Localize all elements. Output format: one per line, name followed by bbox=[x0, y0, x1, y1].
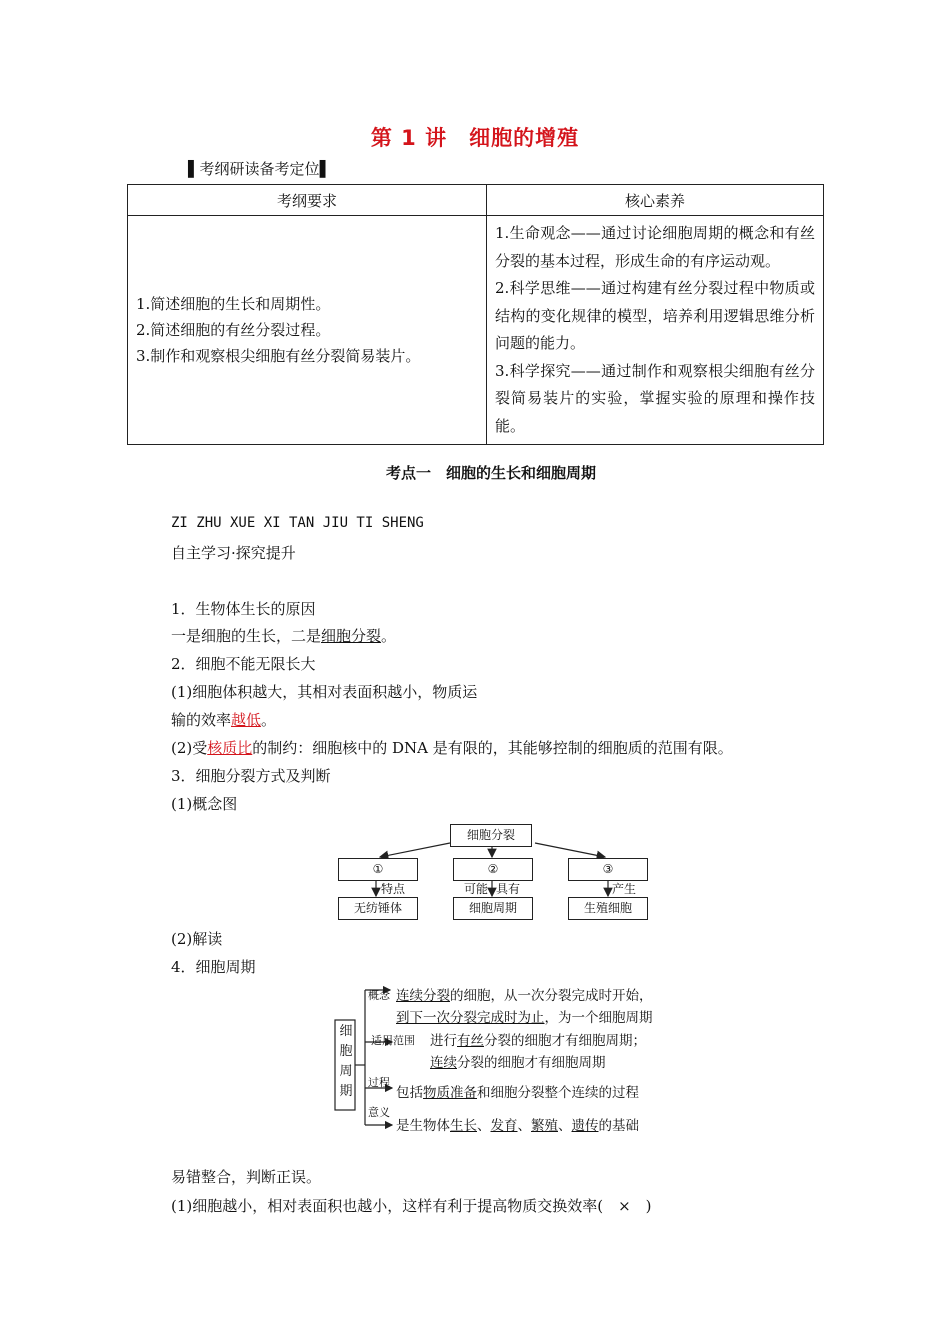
concept-node-2: ② bbox=[453, 858, 533, 881]
page-title: 第 1 讲 细胞的增殖 bbox=[370, 126, 580, 150]
pinyin-line: ZI ZHU XUE XI TAN JIU TI SHENG bbox=[171, 515, 424, 531]
answer-blank: 越低 bbox=[231, 711, 262, 729]
text-line: 输的效率越低。 bbox=[171, 711, 277, 729]
item-heading: 2．细胞不能无限长大 bbox=[171, 655, 316, 673]
literacy-cell bbox=[487, 216, 824, 445]
subtitle: 自主学习·探究提升 bbox=[171, 544, 296, 562]
concept-top: 细胞分裂 bbox=[450, 824, 532, 847]
concept-node-1: ① bbox=[338, 858, 418, 881]
section-heading: 考点一 细胞的生长和细胞周期 bbox=[385, 464, 596, 482]
table-header-literacy: 核心素养 bbox=[487, 185, 824, 216]
concept-link: 产生 bbox=[612, 882, 637, 896]
literacy-item: 3.科学探究——通过制作和观察根尖细胞有丝分裂简易装片的实验，掌握实验的原理和操作技能。 bbox=[495, 361, 815, 435]
cycle-text: 进行有丝分裂的细胞才有细胞周期； bbox=[430, 1033, 646, 1049]
requirement-item: 1.简述细胞的生长和周期性。 bbox=[136, 295, 331, 313]
concept-bottom-2: 细胞周期 bbox=[453, 897, 533, 920]
judge-item: (1)细胞越小，相对表面积也越小，这样有利于提高物质交换效率( × ) bbox=[171, 1197, 652, 1215]
concept-link: 特点 bbox=[381, 882, 406, 896]
cycle-text: 连续分裂的细胞才有细胞周期 bbox=[430, 1055, 606, 1071]
cycle-label-meaning: 意义 bbox=[368, 1106, 390, 1119]
cycle-text: 到下一次分裂完成时为止，为一个细胞周期 bbox=[396, 1010, 653, 1026]
cycle-label-process: 过程 bbox=[368, 1076, 390, 1089]
cycle-label-scope: 适用范围 bbox=[371, 1034, 415, 1047]
cycle-text: 连续分裂的细胞，从一次分裂完成时开始， bbox=[396, 988, 653, 1004]
answer-blank: 核质比 bbox=[207, 739, 253, 757]
text-line: (2)解读 bbox=[171, 930, 223, 948]
cycle-text: 是生物体生长、发育、繁殖、遗传的基础 bbox=[396, 1118, 639, 1134]
concept-bottom-1: 无纺锤体 bbox=[338, 897, 418, 920]
cycle-label-concept: 概念 bbox=[368, 989, 390, 1002]
concept-node-3: ③ bbox=[568, 858, 648, 881]
item-heading: 3．细胞分裂方式及判断 bbox=[171, 767, 331, 785]
text-line: (1)细胞体积越大，其相对表面积越小，物质运 bbox=[171, 683, 478, 701]
requirements-cell bbox=[128, 216, 487, 445]
requirements-table bbox=[127, 184, 824, 445]
concept-bottom-3: 生殖细胞 bbox=[568, 897, 648, 920]
requirement-item: 3.制作和观察根尖细胞有丝分裂简易装片。 bbox=[136, 347, 421, 365]
text-line: (1)概念图 bbox=[171, 795, 238, 813]
section-label: ▌考纲研读备考定位▌ bbox=[188, 160, 332, 178]
text-line: 易错整合，判断正误。 bbox=[171, 1168, 322, 1186]
item-heading: 4．细胞周期 bbox=[171, 958, 256, 976]
text-line: 一是细胞的生长，二是细胞分裂。 bbox=[171, 627, 397, 645]
literacy-item: 2.科学思维——通过构建有丝分裂过程中物质或结构的变化规律的模型，培养利用逻辑思维分析问题的能力。 bbox=[495, 279, 815, 352]
answer-blank: 细胞分裂 bbox=[321, 627, 382, 645]
concept-link: 可能 bbox=[464, 882, 489, 896]
text-line: (2)受核质比的制约：细胞核中的 DNA 是有限的，其能够控制的细胞质的范围有限。 bbox=[171, 739, 733, 757]
item-heading: 1．生物体生长的原因 bbox=[171, 600, 316, 618]
cycle-text: 包括物质准备和细胞分裂整个连续的过程 bbox=[396, 1085, 639, 1101]
concept-link: 具有 bbox=[496, 882, 521, 896]
cycle-root: 细胞周期 bbox=[339, 1024, 353, 1099]
table-header-requirements: 考纲要求 bbox=[128, 185, 487, 216]
requirement-item: 2.简述细胞的有丝分裂过程。 bbox=[136, 321, 331, 339]
literacy-item: 1.生命观念——通过讨论细胞周期的概念和有丝分裂的基本过程，形成生命的有序运动观。 bbox=[495, 224, 815, 270]
